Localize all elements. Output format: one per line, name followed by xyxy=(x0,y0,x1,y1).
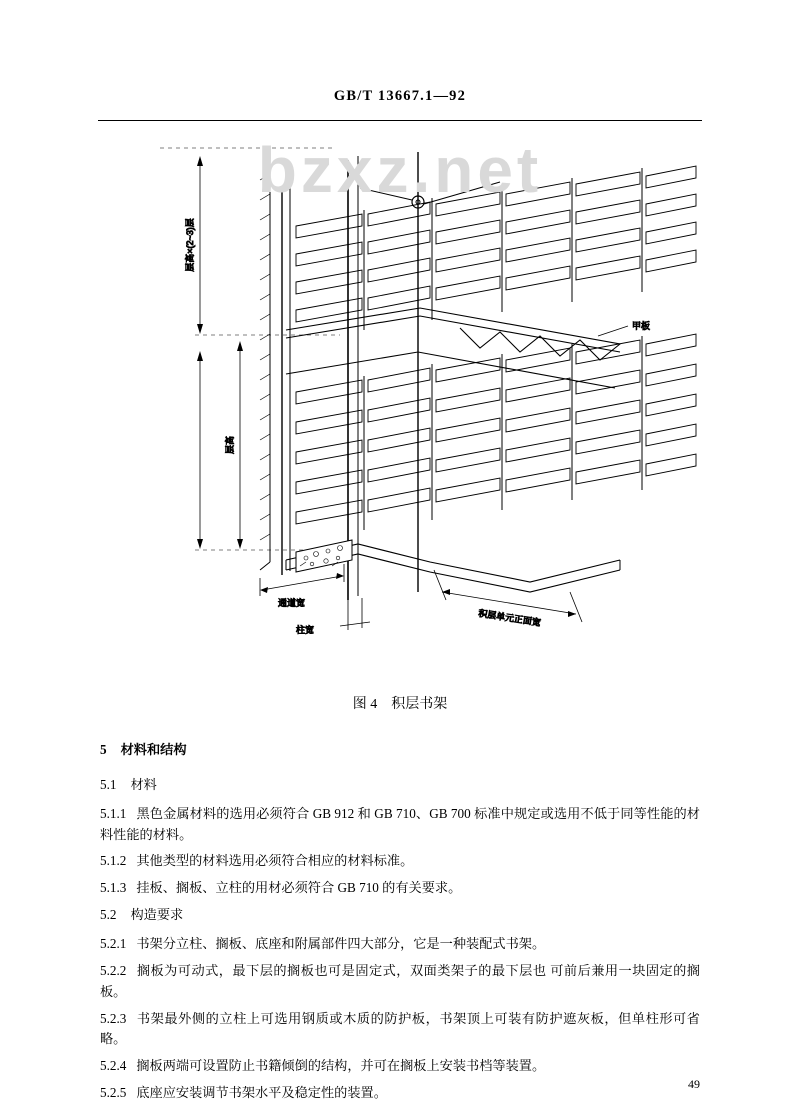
paragraph-number-5-1-3: 5.1.3 xyxy=(100,880,127,896)
document-body xyxy=(100,740,700,1110)
header-divider xyxy=(98,120,702,121)
paragraph-5-2-1 xyxy=(100,934,700,955)
section-number-5-2: 5.2 xyxy=(100,907,117,923)
section-title-5: 材料和结构 xyxy=(120,742,187,757)
label-deck-plate: 甲板 xyxy=(632,321,651,331)
paragraph-text-5-2-1: 书架分立柱、搁板、底座和附属部件四大部分，它是一种装配式书架。 xyxy=(136,936,546,952)
section-number-5: 5 xyxy=(100,742,107,757)
figure-caption xyxy=(0,693,800,713)
section-title-5-2: 构造要求 xyxy=(130,907,184,923)
section-heading-5 xyxy=(100,740,700,761)
paragraph-5-2-2 xyxy=(100,961,700,1003)
paragraph-number-5-2-5: 5.2.5 xyxy=(100,1085,127,1101)
paragraph-text-5-2-2: 搁板为可动式，最下层的搁板也可是固定式，双面类架子的最下层也 可前后兼用一块固定的搁板。 xyxy=(100,962,700,999)
label-aisle-width: 通道宽 xyxy=(278,598,306,608)
paragraph-5-1-2 xyxy=(100,851,700,872)
paragraph-5-2-4 xyxy=(100,1056,700,1077)
paragraph-5-1-3 xyxy=(100,878,700,899)
section-number-5-1: 5.1 xyxy=(100,776,117,792)
page-number: 49 xyxy=(688,1077,700,1091)
paragraph-text-5-2-4: 搁板两端可设置防止书籍倾倒的结构，并可在搁板上安装书档等装置。 xyxy=(136,1058,546,1074)
section-title-5-1: 材料 xyxy=(130,776,157,792)
paragraph-text-5-2-3: 书架最外侧的立柱上可选用钢质或木质的防护板，书架顶上可装有防护遮灰板，但单柱形可省略。 xyxy=(100,1010,700,1047)
paragraph-5-2-3 xyxy=(100,1009,700,1051)
watermark-text: bzxz.net xyxy=(257,134,543,206)
paragraph-text-5-2-5: 底座应安装调节书架水平及稳定性的装置。 xyxy=(136,1085,387,1101)
paragraph-number-5-2-1: 5.2.1 xyxy=(100,936,127,952)
paragraph-text-5-1-1: 黑色金属材料的选用必须符合 GB 912 和 GB 710、GB 700 标准中规定或选用不低于同等性能的材料性能的材料。 xyxy=(100,805,700,842)
paragraph-text-5-1-3: 挂板、搁板、立柱的用材必须符合 GB 710 的有关要求。 xyxy=(136,880,462,896)
paragraph-number-5-2-2: 5.2.2 xyxy=(100,962,127,978)
label-layer-height-multi: 层高×(2~3)层 xyxy=(185,218,195,272)
page-header: GB/T 13667.1—92 xyxy=(333,88,467,104)
paragraph-number-5-2-4: 5.2.4 xyxy=(100,1058,127,1074)
figure-caption-number: 图 4 xyxy=(352,697,378,712)
paragraph-number-5-1-1: 5.1.1 xyxy=(100,805,127,821)
section-heading-5-2 xyxy=(100,905,700,926)
paragraph-5-1-1 xyxy=(100,804,700,846)
figure-caption-title: 积层书架 xyxy=(391,697,448,712)
paragraph-5-2-5 xyxy=(100,1083,700,1104)
paragraph-number-5-1-2: 5.1.2 xyxy=(100,853,127,869)
label-stack-unit-front-width: 积层单元正面宽 xyxy=(477,608,542,628)
paragraph-number-5-2-3: 5.2.3 xyxy=(100,1010,127,1026)
paragraph-text-5-1-2: 其他类型的材料选用必须符合相应的材料标准。 xyxy=(136,853,414,869)
label-layer-height: 层高 xyxy=(225,435,235,455)
section-heading-5-1 xyxy=(100,775,700,796)
label-column-width: 柱宽 xyxy=(296,625,315,635)
figure-illustration xyxy=(100,130,700,690)
